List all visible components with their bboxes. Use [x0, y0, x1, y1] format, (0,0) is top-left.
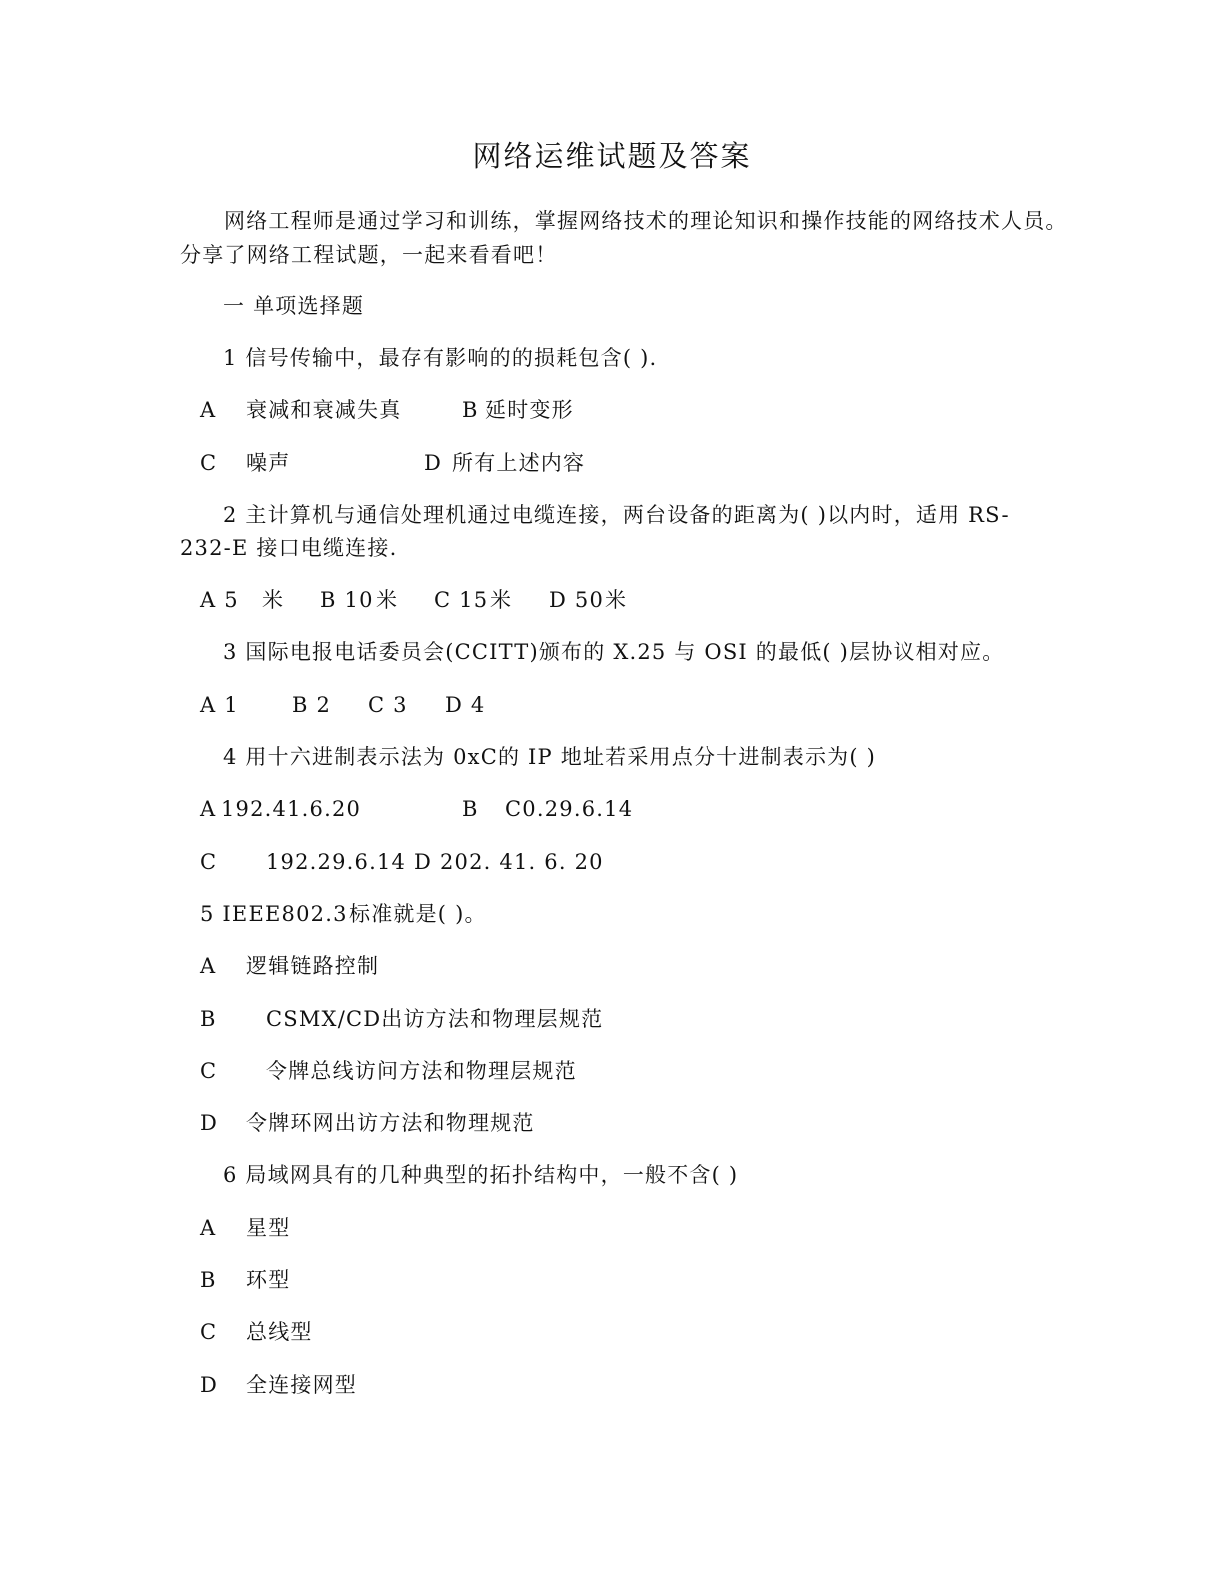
q2-option-b-letter: B 10 [320, 588, 374, 612]
document-title: 网络运维试题及答案 [472, 139, 752, 173]
q5-option-a-letter: A [200, 954, 217, 978]
q4-option-a-letter: A [200, 797, 217, 821]
q6-option-c-letter: C [200, 1320, 218, 1344]
q5-option-c-text: 令牌总线访问方法和物理层规范 [266, 1059, 577, 1083]
q5-option-d-text: 令牌环网出访方法和物理规范 [246, 1111, 535, 1135]
q6-option-b-text: 环型 [246, 1268, 291, 1292]
q6-option-d-text: 全连接网型 [246, 1373, 357, 1397]
q4-option-c-text: 192.29.6.14 D [266, 850, 433, 874]
q3-option-c: C 3 [368, 693, 408, 717]
intro-line-1: 网络工程师是通过学习和训练，掌握网络技术的理论知识和操作技能的网络技术人员。 [224, 209, 1068, 233]
q3-option-a: A 1 [200, 693, 239, 717]
q4-option-d-text: 202. 41. 6. 20 [440, 850, 604, 874]
question-5-stem-text: 标准就是( )。 [349, 902, 487, 926]
q6-option-d-letter: D [200, 1373, 219, 1397]
question-5-stem-number: 5 IEEE802.3 [200, 902, 348, 926]
q4-option-b-letter: B [462, 797, 479, 821]
q2-option-c-text: 米 [490, 588, 513, 612]
question-3-stem: 3 国际电报电话委员会(CCITT)颁布的 X.25 与 OSI 的最低( )层协议相对应。 [223, 640, 1005, 664]
q1-option-a-text: 衰减和衰减失真 [246, 398, 402, 422]
q4-option-b-text: C0.29.6.14 [505, 797, 634, 821]
question-2-stem-line-1: 2 主计算机与通信处理机通过电缆连接，两台设备的距离为( )以内时，适用 RS- [223, 503, 1010, 527]
q2-option-d-letter: D 50 [549, 588, 605, 612]
q5-option-b-text: CSMX/CD出访方法和物理层规范 [266, 1007, 604, 1031]
q1-option-c-letter: C [200, 451, 218, 475]
q4-option-c-letter: C [200, 850, 218, 874]
q2-option-d-text: 米 [605, 588, 628, 612]
q1-option-d-letter: D [424, 451, 443, 475]
q1-option-b-text: 延时变形 [485, 398, 574, 422]
q5-option-c-letter: C [200, 1059, 218, 1083]
q1-option-d-text: 所有上述内容 [452, 451, 586, 475]
q2-option-a-letter: A 5 [200, 588, 239, 612]
question-6-stem: 6 局域网具有的几种典型的拓扑结构中，一般不含( ) [223, 1163, 739, 1187]
q3-option-d: D 4 [445, 693, 486, 717]
q6-option-c-text: 总线型 [246, 1320, 313, 1344]
q3-option-b: B 2 [292, 693, 332, 717]
q6-option-a-text: 星型 [246, 1216, 291, 1240]
question-1-stem: 1 信号传输中，最存有影响的的损耗包含( ). [223, 346, 658, 370]
q2-option-b-text: 米 [376, 588, 399, 612]
section-heading: 一 单项选择题 [223, 294, 365, 318]
q1-option-a-letter: A [200, 398, 217, 422]
q5-option-d-letter: D [200, 1111, 219, 1135]
q2-option-c-letter: C 15 [434, 588, 489, 612]
intro-paragraph [180, 204, 1068, 272]
q6-option-b-letter: B [200, 1268, 217, 1292]
q2-option-a-text: 米 [262, 588, 285, 612]
intro-line-2: 分享了网络工程试题，一起来看看吧！ [180, 243, 558, 267]
q1-option-c-text: 噪声 [246, 451, 291, 475]
q4-option-a-text: 192.41.6.20 [221, 797, 362, 821]
q6-option-a-letter: A [200, 1216, 217, 1240]
question-4-stem: 4 用十六进制表示法为 0xC的 IP 地址若采用点分十进制表示为( ) [223, 745, 877, 769]
question-2-stem-line-2: 232-E 接口电缆连接. [180, 536, 398, 560]
q5-option-a-text: 逻辑链路控制 [246, 954, 380, 978]
q1-option-b-letter: B [462, 398, 479, 422]
q5-option-b-letter: B [200, 1007, 217, 1031]
